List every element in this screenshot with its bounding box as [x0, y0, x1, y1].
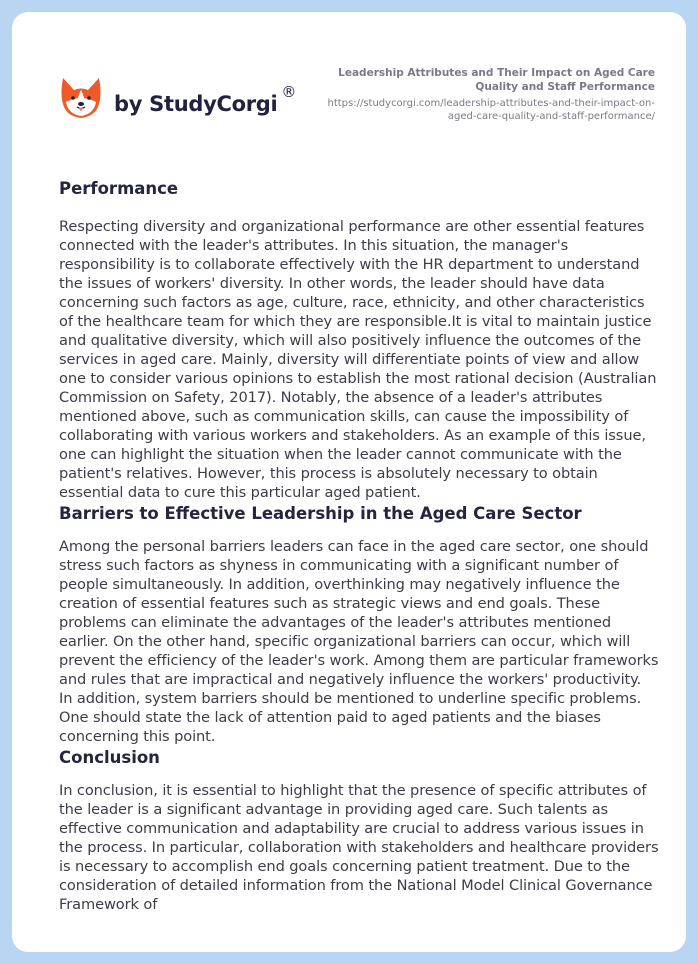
section-heading-performance: Performance: [59, 179, 179, 198]
document-title: Leadership Attributes and Their Impact on Aged Care Quality and Staff Performance: [338, 67, 655, 93]
logo-text: by StudyCorgi: [114, 92, 278, 116]
section-paragraph-conclusion: In conclusion, it is essential to highlight that the presence of specific attributes of the leader is a significant advantage in providing aged care. Such talents as effective communication and adaptability are crucial to address various issues in the process. In particular, collaboration with stakeholders and healthcare providers is necessary to accomplish end goals concerning patient treatment. Due to the consideration of detailed information from the National Model Clinical Governance Framework of: [59, 782, 659, 913]
document-url[interactable]: https://studycorgi.com/leadership-attributes-and-their-impact-on-aged-care-quality-and-staff-performance/: [327, 98, 655, 122]
corgi-icon: [60, 76, 102, 120]
document-meta: [325, 66, 655, 123]
page-header: [0, 0, 698, 140]
section-paragraph-performance: Respecting diversity and organizational performance are other essential features connected with the leader's attributes. In this situation, the manager's responsibility is to collaborate effectively with the HR department to understand the issues of workers' diversity. In other words, the leader should have data concerning such factors as age, culture, race, ethnicity, and other characteristics of the healthcare team for which they are responsible.It is vital to maintain justice and qualitative diversity, which will also positively influence the outcomes of the services in aged care. Mainly, diversity will differentiate points of view and allow one to consider various opinions to establish the most rational decision (Australian Commission on Safety, 2017). Notably, the absence of a leader's attributes mentioned above, such as communication skills, can cause the impossibility of collaborating with various workers and stakeholders. As an example of this issue, one can highlight the situation when the leader cannot communicate with the patient's relatives. However, this process is absolutely necessary to obtain essential data to cure this particular aged patient.: [59, 218, 657, 501]
studycorgi-logo[interactable]: [60, 76, 296, 120]
section-heading-barriers: Barriers to Effective Leadership in the Aged Care Sector: [59, 504, 582, 523]
section-paragraph-barriers: Among the personal barriers leaders can face in the aged care sector, one should stress such factors as shyness in communicating with a significant number of people simultaneously. In addition, overthinking may negatively influence the creation of essential features such as strategic views and end goals. These problems can eliminate the advantages of the leader's attributes mentioned earlier. On the other hand, specific organizational barriers can occur, which will prevent the efficiency of the leader's work. Among them are particular frameworks and rules that are impractical and negatively influence the workers' productivity. In addition, system barriers should be mentioned to underline specific problems. One should state the lack of attention paid to aged patients and the biases concerning this point.: [59, 538, 659, 745]
section-heading-conclusion: Conclusion: [59, 748, 160, 767]
registered-mark: ®: [281, 83, 297, 101]
article-content: [59, 178, 659, 914]
